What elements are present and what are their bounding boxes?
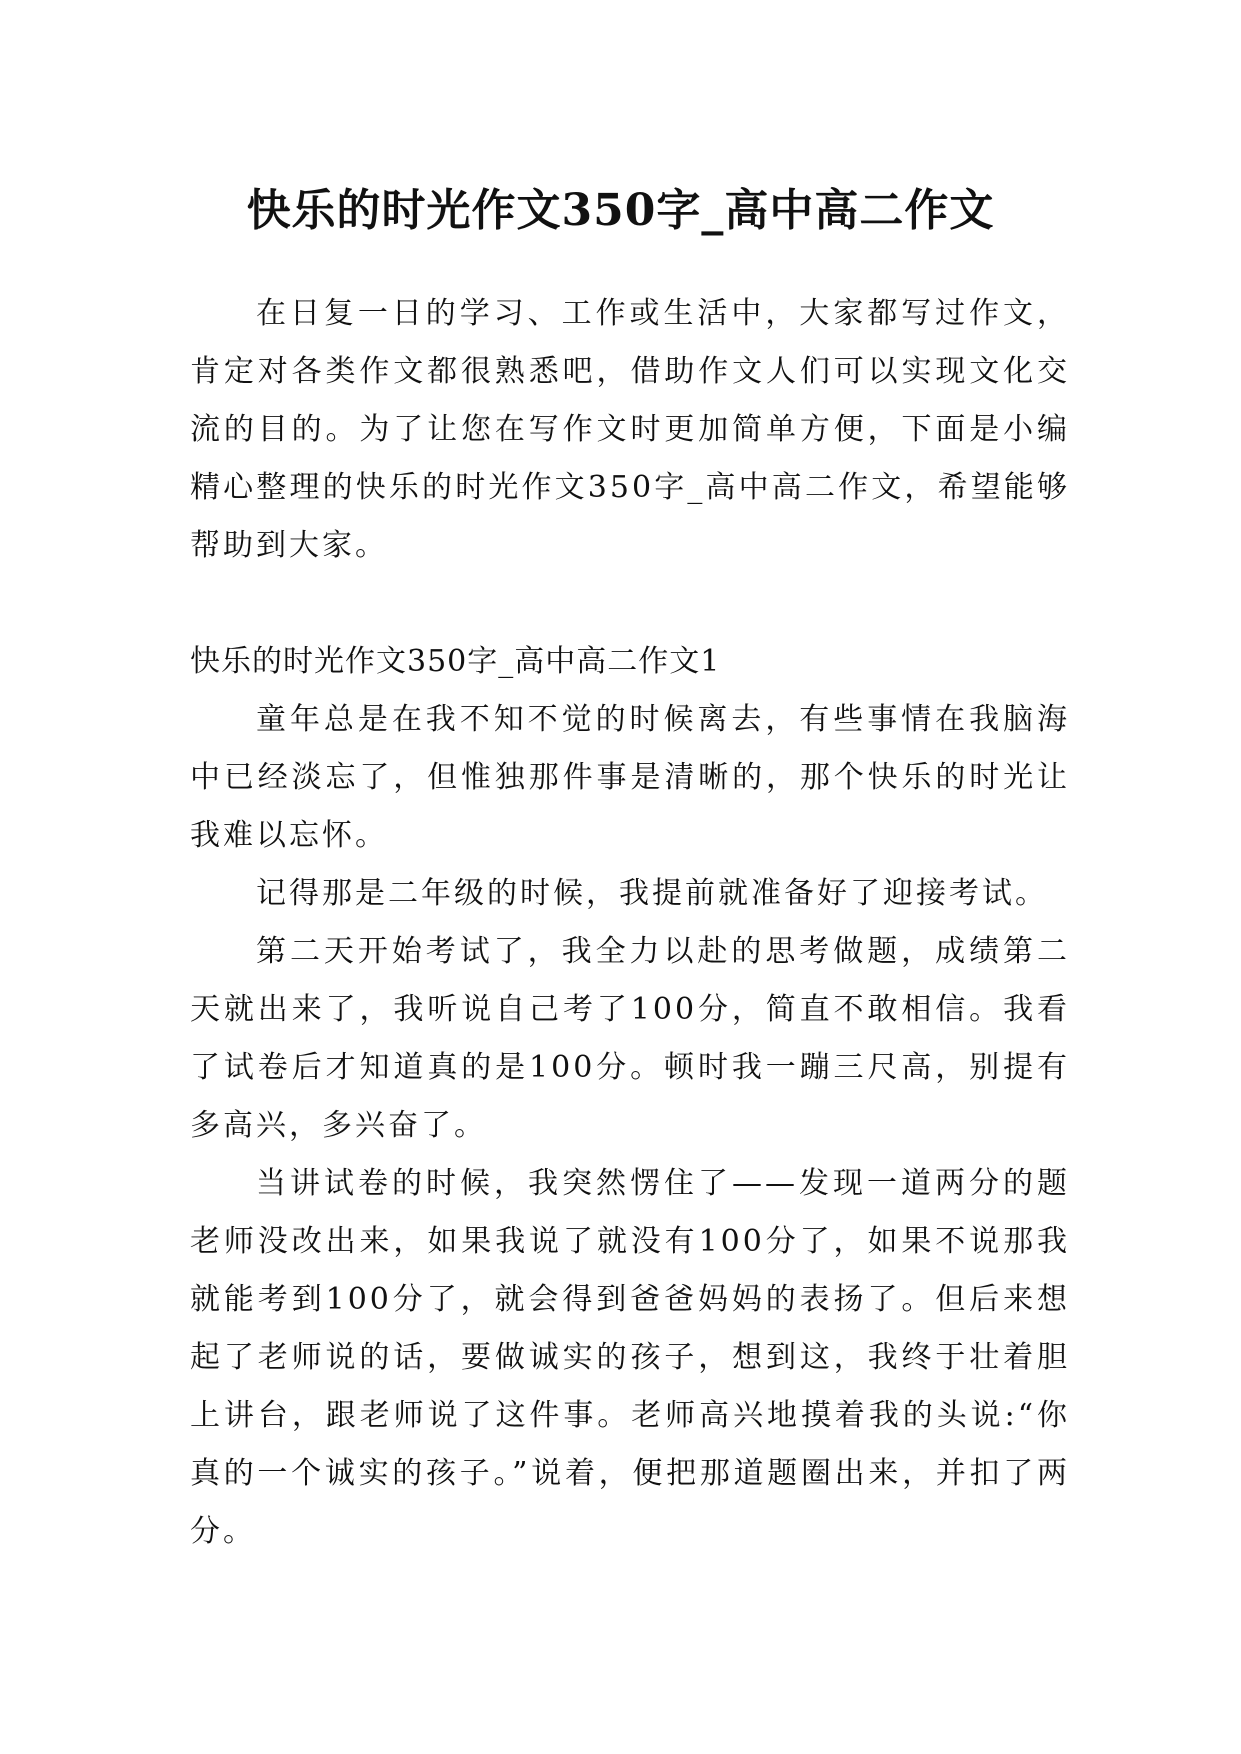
- essay-paragraph: 第二天开始考试了，我全力以赴的思考做题，成绩第二天就出来了，我听说自己考了100分，简直不敢相信。我看了试卷后才知道真的是100分。顿时我一蹦三尺高，别提有多高兴，多兴奋了。: [190, 934, 1070, 1143]
- essay-paragraph: 记得那是二年级的时候，我提前就准备好了迎接考试。: [256, 876, 1048, 911]
- essay-paragraph: 童年总是在我不知不觉的时候离去，有些事情在我脑海中已经淡忘了，但惟独那件事是清晰的，那个快乐的时光让我难以忘怀。: [190, 702, 1070, 853]
- essay-paragraph: 当讲试卷的时候，我突然愣住了——发现一道两分的题老师没改出来，如果我说了就没有100分了，如果不说那我就能考到100分了，就会得到爸爸妈妈的表扬了。但后来想起了老师说的话，要做诚实的孩子，想到这，我终于壮着胆上讲台，跟老师说了这件事。老师高兴地摸着我的头说:“你真的一个诚实的孩子。”说着，便把那道题圈出来，并扣了两分。: [190, 1166, 1070, 1549]
- essay-section: [190, 633, 1070, 1561]
- intro-paragraph: 在日复一日的学习、工作或生活中，大家都写过作文，肯定对各类作文都很熟悉吧，借助作文人们可以实现文化交流的目的。为了让您在写作文时更加简单方便，下面是小编精心整理的快乐的时光作文350字_高中高二作文，希望能够帮助到大家。: [190, 296, 1070, 563]
- document-title: 快乐的时光作文350字_高中高二作文: [246, 185, 995, 237]
- section-heading: 快乐的时光作文350字_高中高二作文1: [190, 644, 721, 679]
- intro-section: [190, 285, 1070, 575]
